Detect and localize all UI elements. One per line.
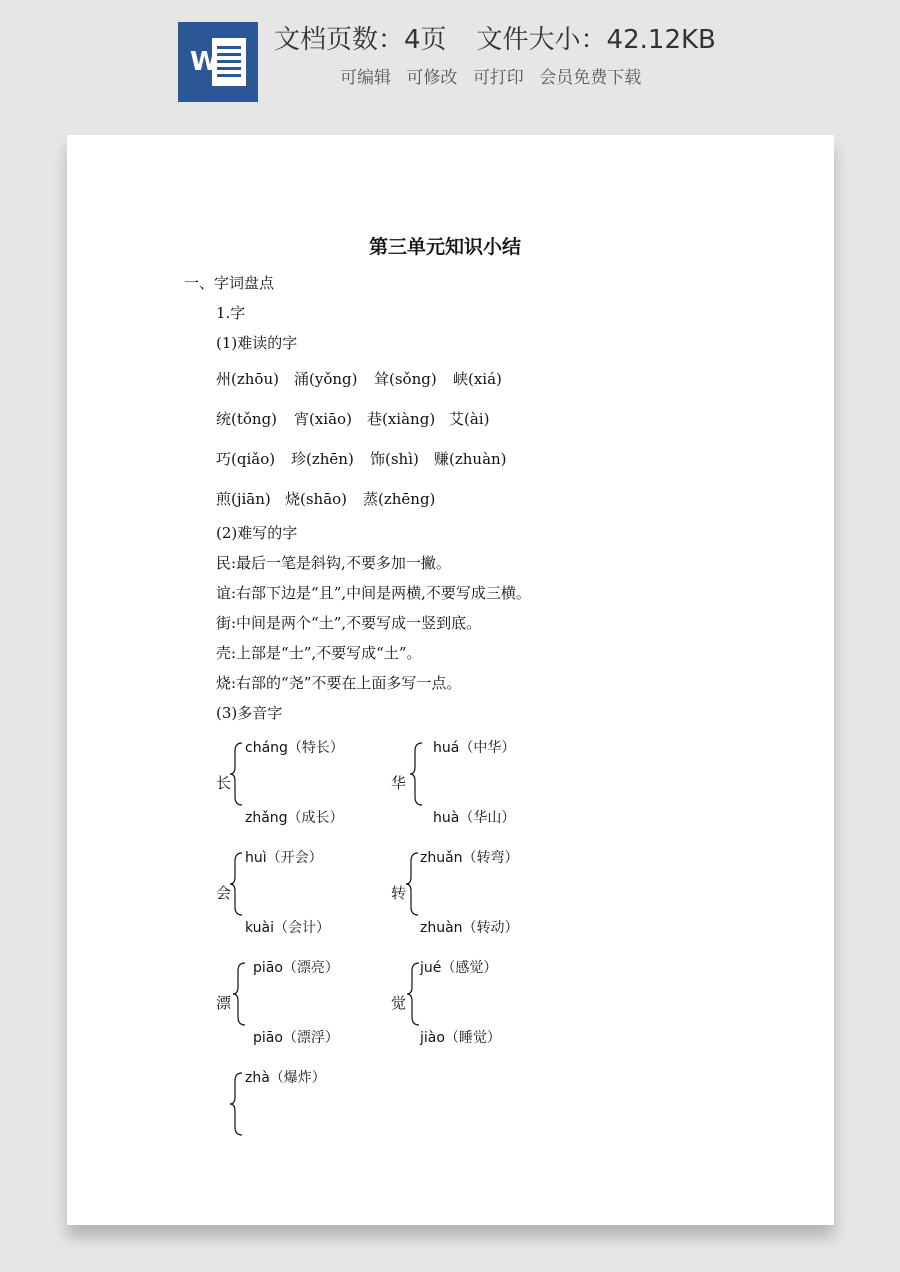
document-page — [67, 135, 834, 1225]
curly-brace-icon — [233, 962, 247, 1026]
subsection-heading: (1)难读的字 — [216, 334, 298, 352]
curly-brace-icon — [230, 742, 244, 806]
polyphone-reading: huá（中华） — [433, 740, 516, 756]
polyphone-reading: huì（开会） — [245, 850, 323, 866]
feature-printable: 可打印 — [472, 68, 524, 88]
polyphone-char: 华 — [391, 774, 407, 792]
pinyin-word: 州(zhōu) — [216, 370, 279, 388]
document-title: 第三单元知识小结 — [369, 236, 522, 258]
pinyin-word: 赚(zhuàn) — [434, 450, 507, 468]
writing-note: 谊:右部下边是“且”,中间是两横,不要写成三横。 — [216, 584, 531, 602]
pinyin-word: 饰(shì) — [370, 450, 419, 468]
curly-brace-icon — [407, 962, 421, 1026]
pinyin-word: 蒸(zhēng) — [363, 490, 436, 508]
pinyin-word: 统(tǒng) — [216, 410, 278, 428]
writing-note: 民:最后一笔是斜钩,不要多加一撇。 — [216, 554, 451, 572]
pinyin-word: 巷(xiàng) — [367, 410, 436, 428]
polyphone-char: 觉 — [391, 994, 407, 1012]
curly-brace-icon — [230, 1072, 244, 1136]
subsection-heading: (3)多音字 — [216, 704, 283, 722]
pinyin-word: 煎(jiān) — [216, 490, 271, 508]
writing-note: 街:中间是两个“土”,不要写成一竖到底。 — [216, 614, 482, 632]
polyphone-char: 漂 — [216, 994, 232, 1012]
pinyin-word: 耸(sǒng) — [374, 370, 437, 388]
file-size: 文件大小：42.12KB — [476, 25, 716, 55]
subsection-heading: (2)难写的字 — [216, 524, 298, 542]
polyphone-reading: zhǎng（成长） — [245, 810, 344, 826]
polyphone-reading: kuài（会计） — [245, 920, 331, 936]
writing-note: 壳:上部是“士”,不要写成“土”。 — [216, 644, 422, 662]
curly-brace-icon — [230, 852, 244, 916]
polyphone-reading: zhuǎn（转弯） — [420, 850, 519, 866]
pinyin-word: 烧(shāo) — [285, 490, 348, 508]
polyphone-reading: cháng（特长） — [245, 740, 344, 756]
file-info — [274, 20, 874, 60]
pinyin-word: 艾(ài) — [449, 410, 490, 428]
writing-note: 烧:右部的“尧”不要在上面多写一点。 — [216, 674, 462, 692]
page-count: 文档页数：4页 — [274, 25, 447, 55]
curly-brace-icon — [410, 742, 424, 806]
feature-editable: 可编辑 — [340, 68, 391, 88]
pinyin-word: 巧(qiǎo) — [216, 450, 276, 468]
feature-modifiable: 可修改 — [406, 68, 458, 88]
polyphone-reading: jiào（睡觉） — [420, 1030, 501, 1046]
pinyin-word: 峡(xiá) — [453, 370, 502, 388]
section-heading: 一、字词盘点 — [184, 274, 275, 292]
polyphone-reading: piāo（漂浮） — [253, 1030, 339, 1046]
polyphone-reading: zhà（爆炸） — [245, 1070, 326, 1086]
polyphone-reading: jué（感觉） — [420, 960, 498, 976]
curly-brace-icon — [406, 852, 420, 916]
polyphone-char: 会 — [216, 884, 232, 902]
polyphone-reading: piāo（漂亮） — [253, 960, 339, 976]
pinyin-word: 宵(xiāo) — [294, 410, 352, 428]
download-banner — [0, 0, 900, 118]
pinyin-word: 珍(zhēn) — [291, 450, 354, 468]
polyphone-reading: zhuàn（转动） — [420, 920, 519, 936]
subsection-heading: 1.字 — [216, 304, 246, 322]
pinyin-word: 涌(yǒng) — [294, 370, 358, 388]
polyphone-reading: huà（华山） — [433, 810, 516, 826]
word-document-icon: W — [178, 22, 258, 102]
feature-list — [340, 64, 840, 92]
feature-member-download: 会员免费下载 — [539, 68, 642, 88]
polyphone-char: 转 — [391, 884, 407, 902]
polyphone-char: 长 — [216, 774, 232, 792]
